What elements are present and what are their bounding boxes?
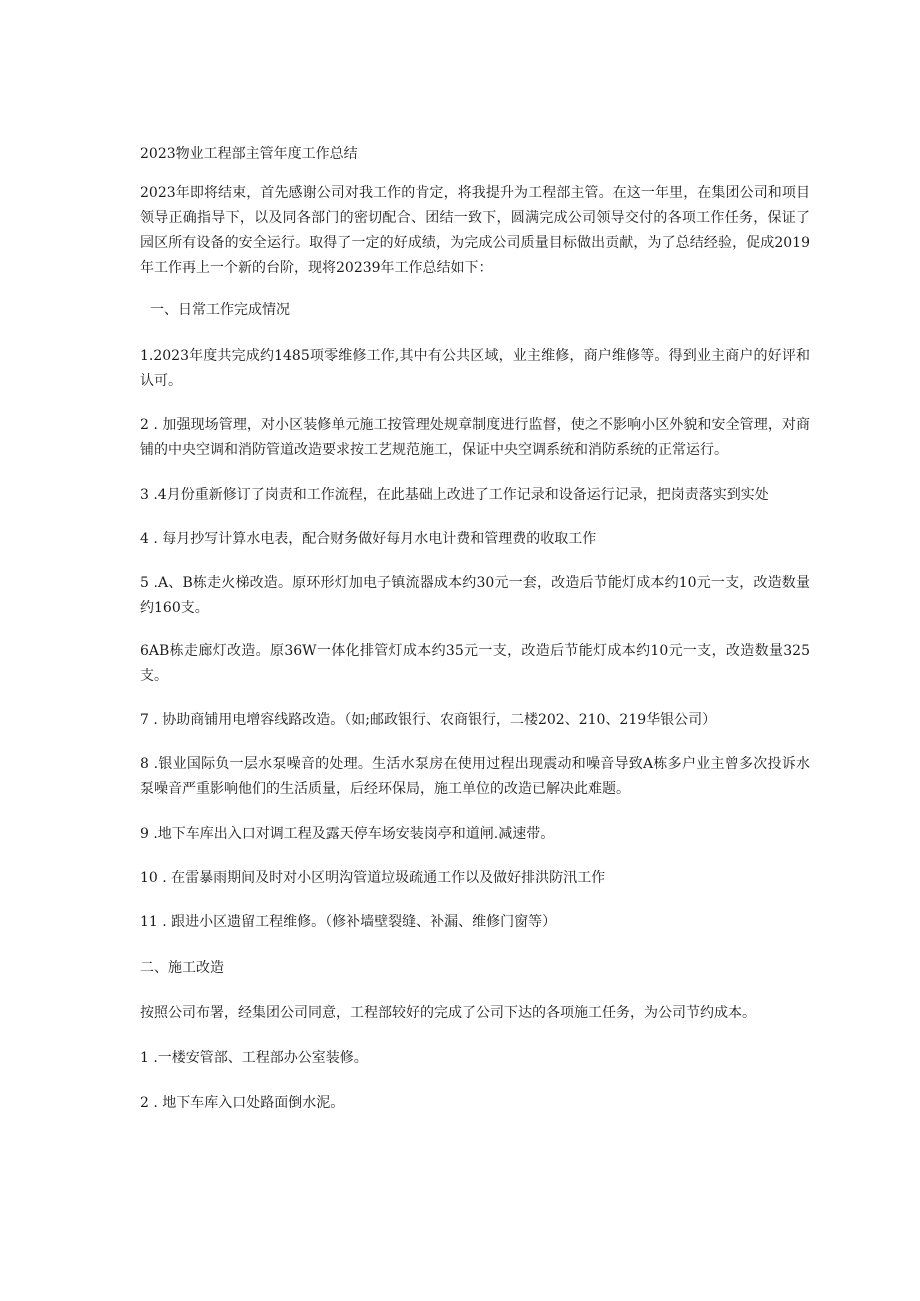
section-heading-construction: 二、施工改造 xyxy=(140,960,224,976)
list-item: 6AB栋走廊灯改造。原36W一体化排管灯成本约35元一支，改造后节能灯成本约10元一支，改造数量325支。 xyxy=(140,643,810,684)
list-item: 2 . 地下车库入口处路面倒水泥。 xyxy=(140,1095,345,1111)
list-item: 7 . 协助商铺用电增容线路改造。（如;邮政银行、农商银行，二楼202、210、219华银公司） xyxy=(140,712,717,728)
section-heading-daily-work: 一、日常工作完成情况 xyxy=(150,302,290,318)
list-item: 4 . 每月抄写计算水电表，配合财务做好每月水电计费和管理费的收取工作 xyxy=(140,531,597,547)
list-item: 8 .银业国际负一层水泵噪音的处理。生活水泵房在使用过程出现震动和噪音导致A栋多户业主曾多次投诉水泵噪音严重影响他们的生活质量，后经环保局，施工单位的改造已解决此难题。 xyxy=(140,756,810,797)
list-item: 1.2023年度共完成约1485项零维修工作,其中有公共区域，业主维修，商户维修等。得到业主商户的好评和认可。 xyxy=(140,348,810,389)
list-item: 9 .地下车库出入口对调工程及露天停车场安装岗亭和道闸.减速带。 xyxy=(140,826,555,842)
list-item: 1 .一楼安管部、工程部办公室装修。 xyxy=(140,1050,368,1066)
list-item: 3 .4月份重新修订了岗责和工作流程，在此基础上改进了工作记录和设备运行记录，把岗责落实到实处 xyxy=(140,487,769,503)
intro-paragraph: 2023年即将结束，首先感谢公司对我工作的肯定，将我提升为工程部主管。在这一年里，在集团公司和项目领导正确指导下，以及同各部门的密切配合、团结一致下，圆满完成公司领导交付的各项工作任务，保证了园区所有设备的安全运行。取得了一定的好成绩，为完成公司质量目标做出贡献，为了总结经验，促成2019年工作再上一个新的台阶，现将20239年工作总结如下： xyxy=(140,185,810,276)
list-item: 2 . 加强现场管理，对小区装修单元施工按管理处规章制度进行监督，使之不影响小区外貌和安全管理，对商铺的中央空调和消防管道改造要求按工艺规范施工，保证中央空调系统和消防系统的正常运行。 xyxy=(140,417,810,458)
list-item: 5 .A、B栋走火梯改造。原环形灯加电子镇流器成本约30元一套，改造后节能灯成本约10元一支，改造数量约160支。 xyxy=(140,575,810,616)
section-intro-paragraph: 按照公司布署，经集团公司同意，工程部较好的完成了公司下达的各项施工任务，为公司节约成本。 xyxy=(140,1005,756,1021)
list-item: 10 . 在雷暴雨期间及时对小区明沟管道垃圾疏通工作以及做好排洪防汛工作 xyxy=(140,870,606,886)
document-title: 2023物业工程部主管年度工作总结 xyxy=(140,146,358,162)
list-item: 11 . 跟进小区遗留工程维修。（修补墙壁裂缝、补漏、维修门窗等） xyxy=(140,914,557,930)
